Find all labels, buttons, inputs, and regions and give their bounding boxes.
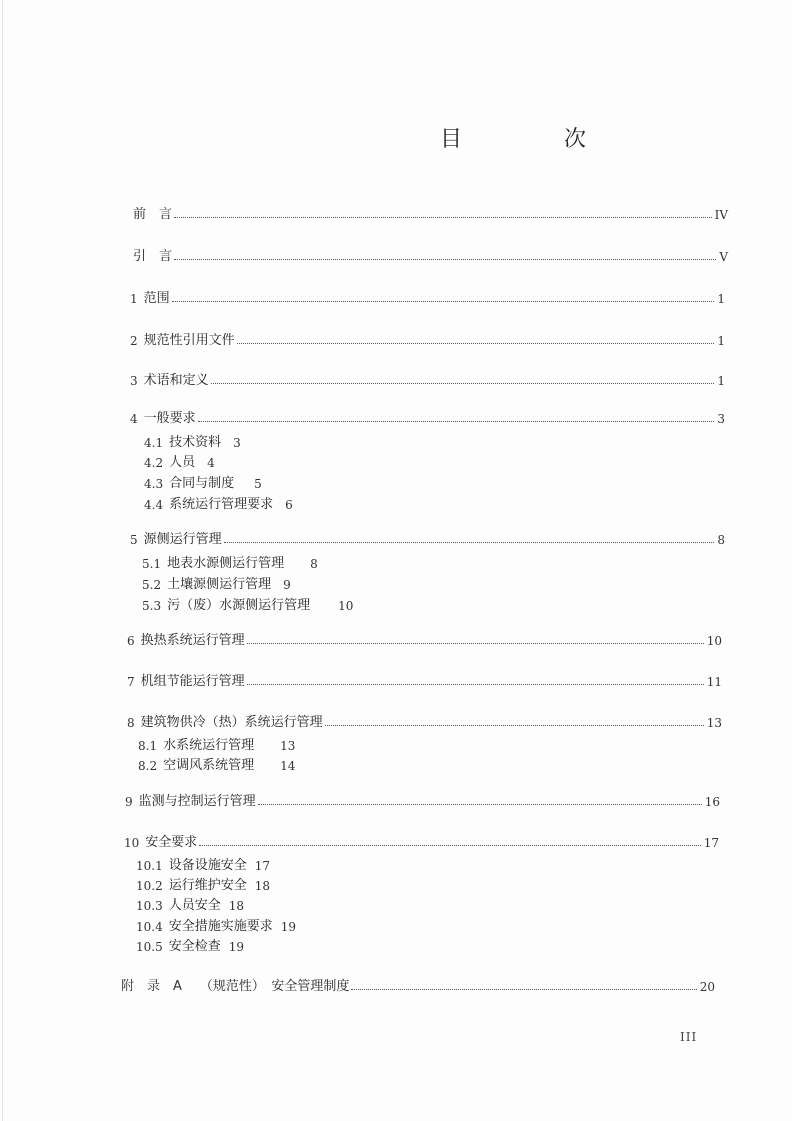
toc-entry-label: 运行维护安全	[168, 878, 247, 893]
toc-entry-section-4[interactable]	[130, 406, 725, 426]
leader-dots	[199, 844, 700, 846]
leader-dots	[351, 988, 696, 990]
toc-entry-number: 10.2	[136, 879, 163, 893]
toc-entry-intro[interactable]	[133, 244, 728, 264]
toc-entry-number: 4.1	[144, 436, 164, 450]
toc-title: 目 次	[440, 127, 627, 152]
toc-entry-label: （规范性） 安全管理制度	[199, 979, 350, 994]
toc-entry-page: 20	[699, 980, 715, 994]
leader-dots	[247, 683, 704, 685]
toc-entry-section-5[interactable]	[130, 527, 725, 547]
toc-entry-label: 人员安全	[168, 898, 221, 913]
toc-entry-label: 安全要求	[145, 835, 198, 850]
toc-entry-section-6[interactable]	[127, 628, 722, 648]
toc-subentry-10-5[interactable]	[136, 934, 244, 954]
toc-entry-appendix-a[interactable]	[121, 974, 715, 994]
toc-entry-number: 附 录 A	[121, 979, 182, 994]
toc-entry-number: 4.3	[144, 477, 164, 491]
toc-entry-number: 10.3	[136, 899, 163, 913]
toc-entry-number: 5.1	[142, 557, 162, 571]
toc-entry-preface[interactable]	[133, 202, 728, 222]
leader-dots	[174, 258, 716, 260]
toc-entry-label: 建筑物供冷（热）系统运行管理	[140, 715, 323, 730]
toc-entry-page: 19	[280, 920, 297, 934]
toc-entry-page: 1	[717, 334, 725, 348]
toc-entry-page: 10	[706, 634, 722, 648]
toc-subentry-10-3[interactable]	[136, 893, 244, 913]
toc-entry-label: 土壤源侧运行管理	[167, 577, 272, 592]
toc-entry-number: 4.4	[144, 498, 164, 512]
toc-entry-page: 10	[338, 599, 354, 613]
toc-entry-section-7[interactable]	[127, 669, 722, 689]
toc-entry-number: 10	[124, 836, 140, 850]
toc-subentry-8-2[interactable]	[138, 753, 295, 773]
toc-entry-label: 范围	[143, 291, 170, 306]
toc-entry-number: 8.2	[138, 759, 158, 773]
toc-entry-page: 5	[254, 477, 262, 491]
toc-entry-page: IV	[714, 208, 728, 222]
toc-entry-page: 19	[228, 940, 245, 954]
toc-entry-page: 13	[280, 739, 296, 753]
toc-entry-label: 合同与制度	[169, 476, 235, 491]
toc-entry-page: 14	[280, 759, 296, 773]
toc-subentry-4-2[interactable]	[144, 450, 215, 470]
toc-subentry-10-1[interactable]	[136, 853, 270, 873]
toc-entry-page: 13	[706, 716, 722, 730]
toc-entry-label: 安全措施实施要求	[168, 919, 273, 934]
leader-dots	[224, 541, 715, 543]
leader-dots	[211, 382, 715, 384]
toc-entry-number: 4.2	[144, 456, 164, 470]
toc-entry-label: 机组节能运行管理	[140, 674, 245, 689]
toc-entry-number: 8	[127, 716, 135, 730]
leader-dots	[247, 642, 704, 644]
toc-entry-page: 1	[717, 292, 725, 306]
toc-entry-page: 17	[254, 859, 271, 873]
leader-dots	[237, 342, 715, 344]
toc-entry-page: 16	[704, 795, 720, 809]
leader-dots	[198, 420, 715, 422]
toc-subentry-10-4[interactable]	[136, 914, 296, 934]
toc-entry-section-9[interactable]	[125, 789, 720, 809]
toc-entry-label: 系统运行管理要求	[169, 497, 274, 512]
toc-entry-page: 17	[703, 836, 719, 850]
toc-entry-page: 6	[285, 498, 293, 512]
toc-entry-page: 3	[233, 436, 241, 450]
toc-entry-label: 监测与控制运行管理	[138, 794, 256, 809]
toc-entry-label: 技术资料	[169, 435, 222, 450]
toc-entry-label: 前 言	[133, 207, 173, 222]
toc-entry-number: 6	[127, 634, 135, 648]
toc-entry-number: 5.2	[142, 578, 162, 592]
toc-subentry-4-3[interactable]	[144, 471, 262, 491]
toc-entry-page: 3	[717, 412, 725, 426]
toc-entry-page: 1	[717, 374, 725, 388]
toc-entry-page: 8	[717, 533, 725, 547]
toc-entry-number: 5.3	[142, 599, 162, 613]
toc-entry-number: 7	[127, 675, 135, 689]
toc-subentry-5-3[interactable]	[142, 593, 353, 613]
toc-entry-label: 一般要求	[143, 411, 196, 426]
toc-entry-section-3[interactable]	[130, 368, 725, 388]
toc-entry-number: 8.1	[138, 739, 158, 753]
toc-entry-section-8[interactable]	[127, 710, 722, 730]
toc-entry-label: 术语和定义	[143, 373, 209, 388]
toc-subentry-5-1[interactable]	[142, 551, 318, 571]
toc-entry-number: 3	[130, 374, 138, 388]
toc-subentry-8-1[interactable]	[138, 733, 295, 753]
leader-dots	[174, 216, 712, 218]
toc-entry-label: 人员	[169, 455, 196, 470]
toc-entry-page: 11	[706, 675, 722, 689]
toc-entry-label: 安全检查	[168, 939, 221, 954]
toc-entry-page: 18	[254, 879, 271, 893]
toc-entry-label: 地表水源侧运行管理	[167, 556, 285, 571]
page-number-footer: III	[680, 1030, 698, 1044]
toc-entry-page: 18	[228, 899, 245, 913]
toc-subentry-4-1[interactable]	[144, 430, 241, 450]
toc-entry-page: 9	[283, 578, 291, 592]
toc-entry-number: 10.5	[136, 940, 163, 954]
toc-subentry-5-2[interactable]	[142, 572, 291, 592]
toc-entry-number: 9	[125, 795, 133, 809]
toc-subentry-10-2[interactable]	[136, 873, 270, 893]
leader-dots	[172, 300, 715, 302]
toc-entry-page: V	[719, 250, 728, 264]
leader-dots	[258, 803, 702, 805]
toc-entry-number: 10.4	[136, 920, 163, 934]
toc-entry-number: 1	[130, 292, 138, 306]
toc-entry-page: 4	[207, 456, 215, 470]
toc-entry-number: 4	[130, 412, 138, 426]
toc-entry-label: 换热系统运行管理	[140, 633, 245, 648]
toc-subentry-4-4[interactable]	[144, 492, 293, 512]
toc-entry-number: 2	[130, 334, 138, 348]
toc-entry-number: 10.1	[136, 859, 163, 873]
toc-entry-section-1[interactable]	[130, 286, 725, 306]
toc-entry-label: 规范性引用文件	[143, 333, 235, 348]
toc-entry-section-2[interactable]	[130, 328, 725, 348]
toc-entry-label: 污（废）水源侧运行管理	[167, 598, 311, 613]
toc-entry-label: 引 言	[133, 249, 173, 264]
toc-entry-page: 8	[310, 557, 318, 571]
toc-entry-number: 5	[130, 533, 138, 547]
toc-entry-label: 源侧运行管理	[143, 532, 222, 547]
toc-entry-label: 设备设施安全	[168, 858, 247, 873]
toc-entry-label: 水系统运行管理	[163, 738, 255, 753]
leader-dots	[325, 724, 704, 726]
toc-entry-section-10[interactable]	[124, 830, 719, 850]
toc-entry-label: 空调风系统管理	[163, 758, 255, 773]
